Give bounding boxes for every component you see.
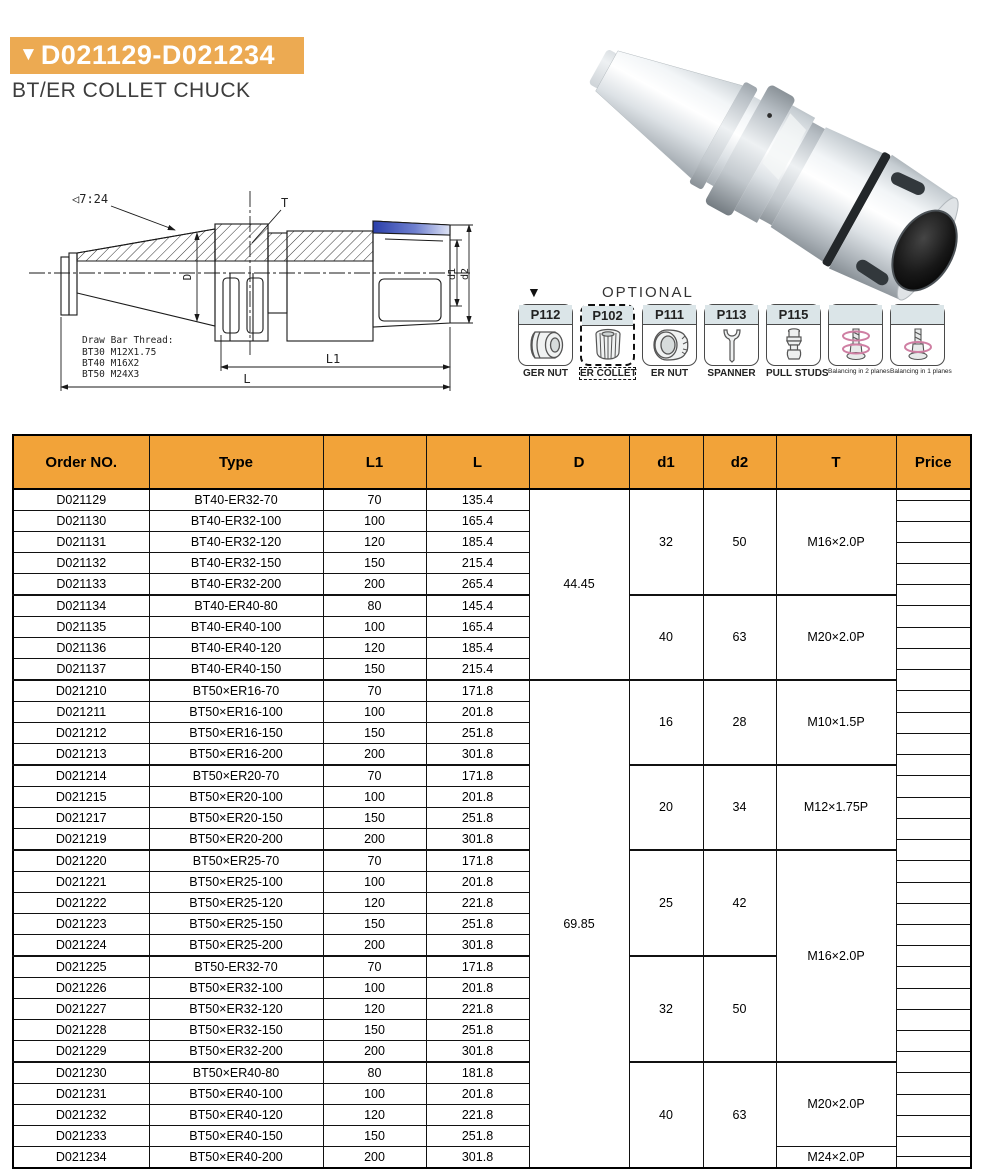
col-header-l1: L1 xyxy=(323,435,426,489)
table-row xyxy=(13,489,971,511)
l-cell: 201.8 xyxy=(426,1084,529,1105)
l1-cell: 200 xyxy=(323,574,426,596)
l-cell: 251.8 xyxy=(426,914,529,935)
d2-cell: 50 xyxy=(703,956,776,1062)
type-cell: BT50×ER25-120 xyxy=(149,893,323,914)
price-cell xyxy=(896,723,971,744)
l-cell: 301.8 xyxy=(426,829,529,851)
type-cell: BT40-ER40-150 xyxy=(149,659,323,681)
l-cell: 201.8 xyxy=(426,702,529,723)
price-cell xyxy=(896,617,971,638)
price-cell xyxy=(896,1126,971,1147)
d-cell: 69.85 xyxy=(529,680,629,1168)
d1-cell: 32 xyxy=(629,489,703,595)
type-cell: BT50×ER16-150 xyxy=(149,723,323,744)
thread-label: T xyxy=(281,196,289,210)
l-cell: 301.8 xyxy=(426,1147,529,1169)
price-cell xyxy=(896,1084,971,1105)
d1-cell: 40 xyxy=(629,595,703,680)
order-no-cell: D021129 xyxy=(13,489,149,511)
type-cell: BT50×ER25-150 xyxy=(149,914,323,935)
order-no-cell: D021130 xyxy=(13,511,149,532)
col-header-l: L xyxy=(426,435,529,489)
order-no-cell: D021134 xyxy=(13,595,149,617)
type-cell: BT40-ER40-120 xyxy=(149,638,323,659)
l1-cell: 100 xyxy=(323,787,426,808)
accessory-caption: Balancing in 2 planes xyxy=(828,368,890,375)
type-cell: BT50-ER32-70 xyxy=(149,956,323,978)
taper-leader-line xyxy=(111,206,175,230)
l1-cell: 80 xyxy=(323,595,426,617)
order-no-cell: D021230 xyxy=(13,1062,149,1084)
l1-cell: 120 xyxy=(323,999,426,1020)
type-cell: BT50×ER32-120 xyxy=(149,999,323,1020)
d2-cell: 42 xyxy=(703,850,776,956)
dim-label-l1: L1 xyxy=(325,352,341,366)
order-no-cell: D021234 xyxy=(13,1147,149,1169)
t-cell: M20×2.0P xyxy=(776,595,896,680)
order-no-cell: D021233 xyxy=(13,1126,149,1147)
t-cell: M16×2.0P xyxy=(776,489,896,595)
order-no-cell: D021220 xyxy=(13,850,149,872)
l-cell: 185.4 xyxy=(426,532,529,553)
series-range: D021129-D021234 xyxy=(40,40,276,70)
price-cell xyxy=(896,872,971,893)
page-ref xyxy=(891,305,944,325)
l-cell: 185.4 xyxy=(426,638,529,659)
t-cell: M20×2.0P xyxy=(776,1062,896,1147)
l1-cell: 120 xyxy=(323,893,426,914)
price-cell xyxy=(896,893,971,914)
l-cell: 171.8 xyxy=(426,850,529,872)
accessory-card-ger-nut xyxy=(518,304,573,366)
order-no-cell: D021135 xyxy=(13,617,149,638)
d2-cell: 34 xyxy=(703,765,776,850)
l-cell: 165.4 xyxy=(426,617,529,638)
type-cell: BT40-ER32-120 xyxy=(149,532,323,553)
l-cell: 201.8 xyxy=(426,787,529,808)
order-no-cell: D021210 xyxy=(13,680,149,702)
order-no-cell: D021133 xyxy=(13,574,149,596)
type-cell: BT50×ER20-200 xyxy=(149,829,323,851)
accessory-card-er-collet xyxy=(580,304,635,366)
price-cell xyxy=(896,1062,971,1084)
ger-nut-icon xyxy=(521,326,571,364)
l1-cell: 70 xyxy=(323,680,426,702)
col-header-t: T xyxy=(776,435,896,489)
price-cell xyxy=(896,1041,971,1063)
l1-cell: 150 xyxy=(323,1126,426,1147)
col-header-d2: d2 xyxy=(703,435,776,489)
price-cell xyxy=(896,999,971,1020)
l-cell: 201.8 xyxy=(426,978,529,999)
price-cell xyxy=(896,574,971,596)
spec-table xyxy=(12,434,972,1169)
l-cell: 251.8 xyxy=(426,1126,529,1147)
dim-label-d: D xyxy=(181,273,194,281)
er-nut-icon xyxy=(645,326,695,364)
l-cell: 301.8 xyxy=(426,744,529,766)
l1-cell: 150 xyxy=(323,723,426,744)
type-cell: BT50×ER20-150 xyxy=(149,808,323,829)
price-cell xyxy=(896,532,971,553)
spanner-icon xyxy=(707,326,757,364)
t-cell: M12×1.75P xyxy=(776,765,896,850)
price-cell xyxy=(896,659,971,681)
price-cell xyxy=(896,1020,971,1041)
l-cell: 171.8 xyxy=(426,765,529,787)
order-no-cell: D021225 xyxy=(13,956,149,978)
l-cell: 301.8 xyxy=(426,1041,529,1063)
type-cell: BT50×ER16-200 xyxy=(149,744,323,766)
order-no-cell: D021211 xyxy=(13,702,149,723)
order-no-cell: D021219 xyxy=(13,829,149,851)
spec-table-body xyxy=(13,489,971,1168)
er-collet-icon xyxy=(583,326,633,364)
order-no-cell: D021226 xyxy=(13,978,149,999)
technical-drawing xyxy=(25,183,475,403)
order-no-cell: D021214 xyxy=(13,765,149,787)
d2-cell: 28 xyxy=(703,680,776,765)
type-cell: BT50×ER20-70 xyxy=(149,765,323,787)
accessory-caption: SPANNER xyxy=(707,368,756,379)
col-header-price: Price xyxy=(896,435,971,489)
d1-cell: 25 xyxy=(629,850,703,956)
type-cell: BT50×ER40-80 xyxy=(149,1062,323,1084)
table-header-row xyxy=(13,435,971,489)
l1-cell: 100 xyxy=(323,511,426,532)
col-header-d: D xyxy=(529,435,629,489)
price-cell xyxy=(896,935,971,957)
page-ref: P115 xyxy=(767,305,820,325)
page-ref: P102 xyxy=(582,306,633,326)
price-cell xyxy=(896,489,971,511)
l1-cell: 70 xyxy=(323,489,426,511)
price-cell xyxy=(896,956,971,978)
accessory-caption: Balancing in 1 planes xyxy=(890,368,952,375)
price-cell xyxy=(896,680,971,702)
type-cell: BT50×ER40-150 xyxy=(149,1126,323,1147)
accessory-caption: GER NUT xyxy=(523,368,568,379)
type-cell: BT40-ER32-150 xyxy=(149,553,323,574)
table-row xyxy=(13,1147,971,1169)
d2-cell: 63 xyxy=(703,595,776,680)
page-ref: P111 xyxy=(643,305,696,325)
order-no-cell: D021132 xyxy=(13,553,149,574)
l1-cell: 200 xyxy=(323,1041,426,1063)
order-no-cell: D021224 xyxy=(13,935,149,957)
l1-cell: 100 xyxy=(323,1084,426,1105)
order-no-cell: D021232 xyxy=(13,1105,149,1126)
series-badge xyxy=(10,37,304,74)
accessory-caption: ER NUT xyxy=(650,368,689,379)
type-cell: BT50×ER32-100 xyxy=(149,978,323,999)
l1-cell: 100 xyxy=(323,702,426,723)
balancing-1-plane-icon xyxy=(893,326,943,364)
type-cell: BT50×ER20-100 xyxy=(149,787,323,808)
t-cell: M24×2.0P xyxy=(776,1147,896,1169)
col-header-d1: d1 xyxy=(629,435,703,489)
triangle-marker-icon: ▼ xyxy=(527,284,541,300)
type-cell: BT50×ER25-200 xyxy=(149,935,323,957)
l-cell: 265.4 xyxy=(426,574,529,596)
type-cell: BT50×ER40-100 xyxy=(149,1084,323,1105)
order-no-cell: D021222 xyxy=(13,893,149,914)
accessory-card-balancing-1 xyxy=(890,304,945,366)
l1-cell: 200 xyxy=(323,744,426,766)
table-row xyxy=(13,850,971,872)
l1-cell: 100 xyxy=(323,617,426,638)
type-cell: BT40-ER40-80 xyxy=(149,595,323,617)
d1-cell: 32 xyxy=(629,956,703,1062)
price-cell xyxy=(896,765,971,787)
l1-cell: 100 xyxy=(323,978,426,999)
dim-label-d1: d1 xyxy=(447,267,458,281)
d2-cell: 63 xyxy=(703,1062,776,1168)
price-cell xyxy=(896,1105,971,1126)
d1-cell: 20 xyxy=(629,765,703,850)
l1-cell: 150 xyxy=(323,1020,426,1041)
svg-text:BT50 M24X3: BT50 M24X3 xyxy=(82,369,140,380)
type-cell: BT50×ER40-120 xyxy=(149,1105,323,1126)
l-cell: 135.4 xyxy=(426,489,529,511)
dim-label-d2: d2 xyxy=(460,267,471,281)
d1-cell: 40 xyxy=(629,1062,703,1168)
order-no-cell: D021231 xyxy=(13,1084,149,1105)
l-cell: 215.4 xyxy=(426,659,529,681)
l-cell: 221.8 xyxy=(426,999,529,1020)
l1-cell: 70 xyxy=(323,765,426,787)
table-row xyxy=(13,765,971,787)
price-cell xyxy=(896,1147,971,1169)
type-cell: BT50×ER32-200 xyxy=(149,1041,323,1063)
taper-ratio-label: ◁7:24 xyxy=(72,192,109,206)
l1-cell: 70 xyxy=(323,956,426,978)
table-row xyxy=(13,1062,971,1084)
price-cell xyxy=(896,829,971,851)
page-ref: P112 xyxy=(519,305,572,325)
price-cell xyxy=(896,808,971,829)
accessory-caption: PULL STUDS xyxy=(766,368,829,379)
order-no-cell: D021228 xyxy=(13,1020,149,1041)
l1-cell: 120 xyxy=(323,638,426,659)
table-row xyxy=(13,680,971,702)
order-no-cell: D021221 xyxy=(13,872,149,893)
accessory-card-balancing-2 xyxy=(828,304,883,366)
col-header-type: Type xyxy=(149,435,323,489)
price-cell xyxy=(896,978,971,999)
l1-cell: 120 xyxy=(323,1105,426,1126)
type-cell: BT40-ER32-200 xyxy=(149,574,323,596)
price-cell xyxy=(896,595,971,617)
svg-text:BT30 M12X1.75: BT30 M12X1.75 xyxy=(82,347,157,358)
d-cell: 44.45 xyxy=(529,489,629,680)
l-cell: 165.4 xyxy=(426,511,529,532)
order-no-cell: D021227 xyxy=(13,999,149,1020)
col-header-order-no: Order NO. xyxy=(13,435,149,489)
order-no-cell: D021217 xyxy=(13,808,149,829)
order-no-cell: D021229 xyxy=(13,1041,149,1063)
price-cell xyxy=(896,850,971,872)
l1-cell: 150 xyxy=(323,659,426,681)
optional-heading: OPTIONAL xyxy=(602,284,694,301)
accessory-card-spanner xyxy=(704,304,759,366)
svg-text:BT40 M16X2: BT40 M16X2 xyxy=(82,358,140,369)
t-cell: M16×2.0P xyxy=(776,850,896,1062)
page-ref: P113 xyxy=(705,305,758,325)
dim-label-l: L xyxy=(243,372,251,386)
accessory-card-er-nut xyxy=(642,304,697,366)
l1-cell: 120 xyxy=(323,532,426,553)
l-cell: 181.8 xyxy=(426,1062,529,1084)
accessory-caption: ER COLLET xyxy=(580,368,637,379)
t-cell: M10×1.5P xyxy=(776,680,896,765)
price-cell xyxy=(896,702,971,723)
order-no-cell: D021223 xyxy=(13,914,149,935)
type-cell: BT50×ER40-200 xyxy=(149,1147,323,1169)
type-cell: BT50×ER16-100 xyxy=(149,702,323,723)
svg-text:Draw Bar Thread:: Draw Bar Thread: xyxy=(82,335,174,346)
price-cell xyxy=(896,914,971,935)
l1-cell: 150 xyxy=(323,808,426,829)
type-cell: BT50×ER25-70 xyxy=(149,850,323,872)
page-ref xyxy=(829,305,882,325)
l-cell: 251.8 xyxy=(426,808,529,829)
l1-cell: 200 xyxy=(323,829,426,851)
l-cell: 221.8 xyxy=(426,1105,529,1126)
collet-chuck-body xyxy=(565,7,981,321)
type-cell: BT40-ER40-100 xyxy=(149,617,323,638)
product-photo xyxy=(553,30,965,298)
price-cell xyxy=(896,744,971,766)
triangle-marker-icon: ▼ xyxy=(19,44,38,65)
pull-stud-icon xyxy=(769,326,819,364)
l1-cell: 80 xyxy=(323,1062,426,1084)
type-cell: BT50×ER16-70 xyxy=(149,680,323,702)
type-cell: BT50×ER32-150 xyxy=(149,1020,323,1041)
order-no-cell: D021137 xyxy=(13,659,149,681)
price-cell xyxy=(896,511,971,532)
order-no-cell: D021215 xyxy=(13,787,149,808)
l-cell: 171.8 xyxy=(426,956,529,978)
l-cell: 221.8 xyxy=(426,893,529,914)
l-cell: 201.8 xyxy=(426,872,529,893)
l1-cell: 150 xyxy=(323,914,426,935)
l-cell: 171.8 xyxy=(426,680,529,702)
balancing-2-planes-icon xyxy=(831,326,881,364)
type-cell: BT50×ER25-100 xyxy=(149,872,323,893)
order-no-cell: D021213 xyxy=(13,744,149,766)
l-cell: 301.8 xyxy=(426,935,529,957)
accessory-card-pull-stud xyxy=(766,304,821,366)
l-cell: 251.8 xyxy=(426,1020,529,1041)
l1-cell: 70 xyxy=(323,850,426,872)
price-cell xyxy=(896,787,971,808)
price-cell xyxy=(896,638,971,659)
type-cell: BT40-ER32-100 xyxy=(149,511,323,532)
d1-cell: 16 xyxy=(629,680,703,765)
l-cell: 215.4 xyxy=(426,553,529,574)
order-no-cell: D021136 xyxy=(13,638,149,659)
table-row xyxy=(13,595,971,617)
price-cell xyxy=(896,553,971,574)
l1-cell: 100 xyxy=(323,872,426,893)
l-cell: 251.8 xyxy=(426,723,529,744)
type-cell: BT40-ER32-70 xyxy=(149,489,323,511)
drawbar-thread-note xyxy=(82,335,174,380)
page-title: BT/ER COLLET CHUCK xyxy=(12,79,251,102)
l1-cell: 150 xyxy=(323,553,426,574)
l1-cell: 200 xyxy=(323,935,426,957)
optional-section xyxy=(518,283,968,379)
l-cell: 145.4 xyxy=(426,595,529,617)
d2-cell: 50 xyxy=(703,489,776,595)
order-no-cell: D021212 xyxy=(13,723,149,744)
order-no-cell: D021131 xyxy=(13,532,149,553)
l1-cell: 200 xyxy=(323,1147,426,1169)
